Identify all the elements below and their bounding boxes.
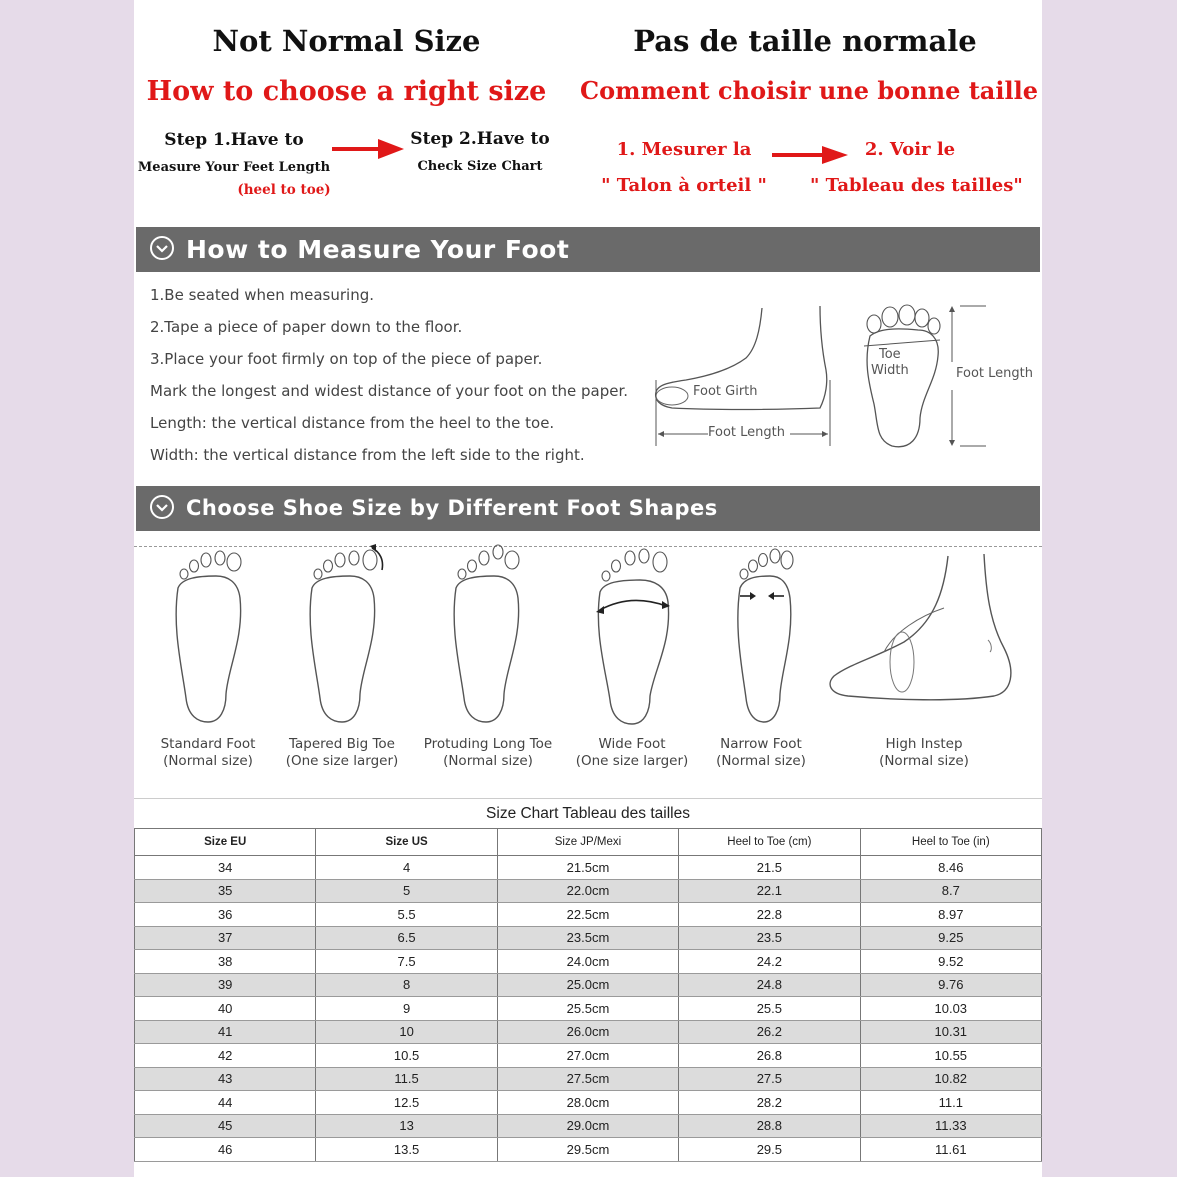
shape-note: (Normal size) (716, 753, 806, 769)
measure-section-header (136, 227, 1040, 272)
table-cell: 22.8 (679, 903, 860, 927)
table-cell: 46 (135, 1138, 316, 1162)
measure-section-title: How to Measure Your Foot (186, 235, 570, 264)
fr-step2-desc: " Tableau des tailles" (810, 175, 1023, 196)
table-cell: 29.5cm (497, 1138, 678, 1162)
size-chart-title: Size Chart Tableau des tailles (486, 805, 690, 822)
shape-name: High Instep (885, 736, 963, 752)
shape-protruding-long-toe (424, 736, 552, 770)
dashed-divider (134, 546, 1042, 547)
table-cell: 9.25 (860, 926, 1041, 950)
table-cell: 10.31 (860, 1020, 1041, 1044)
table-cell: 13 (316, 1114, 497, 1138)
shape-high-instep (879, 736, 969, 770)
table-cell: 9.52 (860, 950, 1041, 974)
chevron-down-icon (150, 495, 174, 519)
shape-name: Narrow Foot (720, 736, 802, 752)
table-cell: 40 (135, 997, 316, 1021)
shape-tapered-big-toe (286, 736, 399, 770)
table-cell: 11.33 (860, 1114, 1041, 1138)
table-row (135, 1067, 1042, 1091)
size-chart-table (134, 828, 1042, 1162)
table-cell: 12.5 (316, 1091, 497, 1115)
table-cell: 36 (135, 903, 316, 927)
table-cell: 29.0cm (497, 1114, 678, 1138)
table-row (135, 926, 1042, 950)
foot-girth-label: Foot Girth (693, 384, 758, 399)
measure-step: 2.Tape a piece of paper down to the floor. (150, 318, 463, 336)
shape-wide-foot (576, 736, 689, 770)
shape-note: (One size larger) (285, 753, 399, 769)
table-cell: 41 (135, 1020, 316, 1044)
measure-step: 1.Be seated when measuring. (150, 286, 374, 304)
shapes-section-header (136, 486, 1040, 531)
measure-step: Width: the vertical distance from the left side to the right. (150, 446, 585, 464)
table-cell: 10.5 (316, 1044, 497, 1068)
table-cell: 22.0cm (497, 879, 678, 903)
table-cell: 44 (135, 1091, 316, 1115)
standard-foot-icon (168, 548, 248, 728)
sole-foot-length-label: Foot Length (956, 366, 1033, 381)
step2-title: Step 2.Have to (410, 129, 550, 149)
fr-step1-desc: " Talon à orteil " (601, 175, 767, 196)
table-cell: 43 (135, 1067, 316, 1091)
col-size-eu: Size EU (135, 829, 316, 856)
table-cell: 26.8 (679, 1044, 860, 1068)
table-row (135, 1138, 1042, 1162)
table-cell: 24.8 (679, 973, 860, 997)
table-cell: 26.0cm (497, 1020, 678, 1044)
size-guide-sheet (134, 0, 1042, 1177)
table-cell: 10.82 (860, 1067, 1041, 1091)
table-cell: 10.03 (860, 997, 1041, 1021)
table-cell: 37 (135, 926, 316, 950)
table-row (135, 973, 1042, 997)
table-cell: 27.0cm (497, 1044, 678, 1068)
table-cell: 21.5cm (497, 856, 678, 880)
shape-note: (Normal size) (163, 753, 253, 769)
measure-step: Length: the vertical distance from the heel to the toe. (150, 414, 555, 432)
en-title: Not Normal Size (212, 24, 481, 58)
narrow-foot-icon (726, 544, 802, 728)
col-size-us: Size US (316, 829, 497, 856)
table-cell: 25.5cm (497, 997, 678, 1021)
shape-name: Protuding Long Toe (423, 736, 553, 752)
chart-top-rule (134, 798, 1042, 799)
table-cell: 22.5cm (497, 903, 678, 927)
table-cell: 7.5 (316, 950, 497, 974)
table-cell: 35 (135, 879, 316, 903)
table-cell: 26.2 (679, 1020, 860, 1044)
table-cell: 11.1 (860, 1091, 1041, 1115)
table-cell: 10 (316, 1020, 497, 1044)
table-cell: 28.8 (679, 1114, 860, 1138)
table-cell: 25.0cm (497, 973, 678, 997)
measure-step: 3.Place your foot firmly on top of the piece of paper. (150, 350, 543, 368)
shape-name: Standard Foot (160, 736, 256, 752)
side-foot-length-label: Foot Length (708, 425, 785, 440)
table-cell: 21.5 (679, 856, 860, 880)
col-heel-toe-in: Heel to Toe (in) (860, 829, 1041, 856)
chevron-down-icon (150, 236, 174, 260)
step1-title: Step 1.Have to (164, 130, 304, 150)
wide-foot-icon (592, 544, 676, 728)
shape-note: (Normal size) (879, 753, 969, 769)
table-row (135, 856, 1042, 880)
table-cell: 4 (316, 856, 497, 880)
table-row (135, 1091, 1042, 1115)
protruding-long-toe-icon (446, 544, 530, 728)
table-cell: 29.5 (679, 1138, 860, 1162)
table-cell: 23.5cm (497, 926, 678, 950)
toe-label: Toe (879, 347, 901, 362)
table-cell: 8 (316, 973, 497, 997)
table-cell: 45 (135, 1114, 316, 1138)
table-cell: 28.2 (679, 1091, 860, 1115)
table-cell: 11.5 (316, 1067, 497, 1091)
table-cell: 10.55 (860, 1044, 1041, 1068)
high-instep-foot-icon (824, 552, 1024, 712)
table-cell: 5 (316, 879, 497, 903)
size-chart-header-row (135, 829, 1042, 856)
table-row (135, 903, 1042, 927)
step2-desc: Check Size Chart (417, 159, 543, 174)
table-row (135, 1044, 1042, 1068)
en-subtitle: How to choose a right size (146, 76, 547, 107)
table-cell: 23.5 (679, 926, 860, 950)
shape-standard-foot (161, 736, 256, 770)
shape-name: Wide Foot (598, 736, 666, 752)
shape-note: (Normal size) (443, 753, 533, 769)
measure-step: Mark the longest and widest distance of your foot on the paper. (150, 382, 629, 400)
table-cell: 25.5 (679, 997, 860, 1021)
table-cell: 24.0cm (497, 950, 678, 974)
step1-desc: Measure Your Feet Length (137, 160, 331, 175)
fr-step2-title: 2. Voir le (864, 139, 956, 160)
table-cell: 5.5 (316, 903, 497, 927)
table-cell: 28.0cm (497, 1091, 678, 1115)
table-cell: 39 (135, 973, 316, 997)
col-size-jp: Size JP/Mexi (497, 829, 678, 856)
table-cell: 9.76 (860, 973, 1041, 997)
col-heel-toe-cm: Heel to Toe (cm) (679, 829, 860, 856)
table-cell: 6.5 (316, 926, 497, 950)
shape-note: (One size larger) (575, 753, 689, 769)
fr-subtitle: Comment choisir une bonne taille (580, 76, 1038, 105)
table-cell: 8.7 (860, 879, 1041, 903)
table-cell: 27.5 (679, 1067, 860, 1091)
table-row (135, 997, 1042, 1021)
shape-name: Tapered Big Toe (289, 736, 395, 752)
shape-narrow-foot (716, 736, 806, 770)
table-cell: 11.61 (860, 1138, 1041, 1162)
table-cell: 9 (316, 997, 497, 1021)
table-cell: 38 (135, 950, 316, 974)
table-row (135, 950, 1042, 974)
table-row (135, 1020, 1042, 1044)
table-cell: 13.5 (316, 1138, 497, 1162)
table-cell: 42 (135, 1044, 316, 1068)
fr-title: Pas de taille normale (633, 24, 977, 58)
table-cell: 27.5cm (497, 1067, 678, 1091)
table-cell: 24.2 (679, 950, 860, 974)
fr-step1-title: 1. Mesurer la (616, 139, 752, 160)
table-row (135, 879, 1042, 903)
table-row (135, 1114, 1042, 1138)
tapered-big-toe-icon (302, 544, 392, 728)
table-cell: 34 (135, 856, 316, 880)
table-cell: 8.97 (860, 903, 1041, 927)
width-label: Width (871, 363, 909, 378)
table-cell: 22.1 (679, 879, 860, 903)
step1-note: (heel to toe) (237, 182, 331, 198)
table-cell: 8.46 (860, 856, 1041, 880)
shapes-section-title: Choose Shoe Size by Different Foot Shapes (186, 496, 718, 520)
